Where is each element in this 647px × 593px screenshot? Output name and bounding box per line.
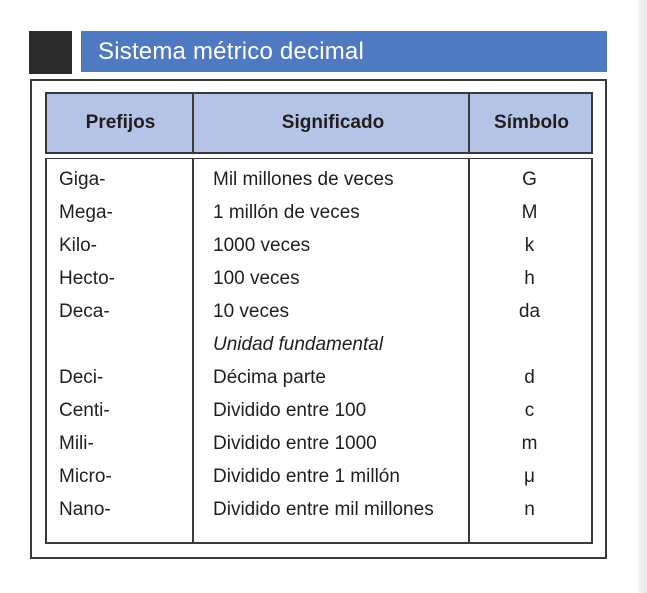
table-row [45, 328, 593, 361]
meaning-cell: 1000 veces [213, 235, 311, 256]
symbol-cell: h [524, 268, 535, 289]
symbol-cell: k [524, 235, 535, 256]
table-row [45, 394, 593, 427]
meaning-cell: Unidad fundamental [213, 334, 384, 355]
meaning-cell: Dividido entre mil millones [213, 499, 434, 520]
header-divider-2 [468, 92, 470, 154]
section-title: Sistema métrico decimal [81, 31, 607, 72]
table-row [45, 460, 593, 493]
symbol-cell: M [521, 202, 538, 223]
meaning-cell: 1 millón de veces [213, 202, 360, 223]
meaning-cell: Dividido entre 1000 [213, 433, 377, 454]
header-divider-1 [192, 92, 194, 154]
prefix-cell: Mili- [59, 433, 94, 454]
table-rows [45, 163, 593, 526]
prefix-cell: Giga- [59, 169, 106, 190]
meaning-cell: 10 veces [213, 301, 290, 322]
table-row [45, 196, 593, 229]
meaning-cell: Décima parte [213, 367, 326, 388]
meaning-cell: Mil millones de veces [213, 169, 394, 190]
prefix-cell: Centi- [59, 400, 110, 421]
header-prefijos: Prefijos [85, 112, 156, 133]
symbol-cell: n [524, 499, 535, 520]
symbol-cell: d [524, 367, 535, 388]
header-significado: Significado [281, 112, 385, 133]
table-row [45, 295, 593, 328]
prefix-cell: Kilo- [59, 235, 98, 256]
table-row [45, 493, 593, 526]
symbol-cell: m [521, 433, 538, 454]
header-simbolo: Símbolo [494, 112, 569, 133]
table-header-row [45, 92, 593, 154]
symbol-cell: c [524, 400, 535, 421]
prefix-cell: Micro- [59, 466, 112, 487]
prefix-cell: Deca- [59, 301, 110, 322]
prefix-cell: Deci- [59, 367, 104, 388]
title-marker-square [29, 31, 72, 74]
meaning-cell: Dividido entre 1 millón [213, 466, 400, 487]
table-row [45, 229, 593, 262]
prefix-cell: Mega- [59, 202, 113, 223]
symbol-cell: G [522, 169, 537, 190]
table-row [45, 163, 593, 196]
table-row [45, 262, 593, 295]
symbol-cell: da [518, 301, 541, 322]
symbol-cell: μ [524, 466, 535, 487]
page-edge-shadow [638, 0, 647, 593]
prefix-cell: Nano- [59, 499, 111, 520]
meaning-cell: Dividido entre 100 [213, 400, 367, 421]
metric-prefix-table [45, 92, 593, 544]
prefix-cell: Hecto- [59, 268, 115, 289]
meaning-cell: 100 veces [213, 268, 300, 289]
table-row [45, 427, 593, 460]
table-row [45, 361, 593, 394]
